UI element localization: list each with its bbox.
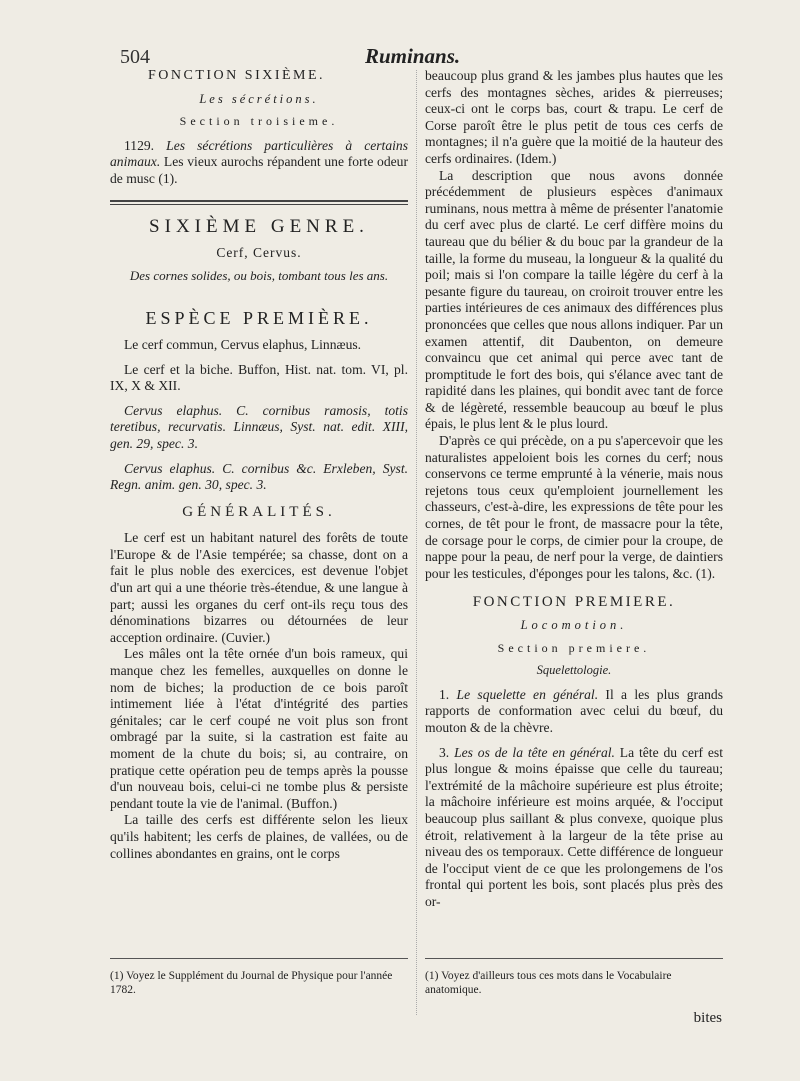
double-rule — [110, 200, 408, 205]
paragraph-title: Les os de la tête en général. — [454, 744, 615, 760]
heading-espece: ESPÈCE PREMIÈRE. — [145, 308, 373, 329]
page-header — [0, 40, 800, 70]
heading-section: Section troisieme. — [179, 114, 339, 129]
paragraph-number: 1. — [439, 686, 450, 702]
heading-squelettologie: Squelettologie. — [536, 663, 612, 678]
heading-secretions: Les sécrétions. — [199, 91, 319, 106]
heading-cerf: Cerf, Cervus. — [216, 245, 302, 261]
paragraph-number: 3. — [439, 744, 450, 760]
paragraph-1 — [425, 687, 723, 737]
footnote-left: (1) Voyez le Supplément du Journal de Physique pour l'année 1782. — [110, 958, 408, 997]
catchword: bites — [693, 1010, 722, 1026]
page-number: 504 — [120, 46, 150, 68]
body-paragraph-anatomy: La description que nous avons donnée précédemment de plusieurs espèces d'animaux ruminans, nous mettra à même de présenter l'anatomie du cerf avec plus de clarté. Le cerf diffère moins du taureau que du bélier & du bouc par la grandeur de la taille, la forme du museau, la longueur & la qualité du poil; mais si l'on compare la taille légère du cerf à la pesante figure du taureau, on croiroit trouver entre les parties intérieures de ces animaux des différences plus prononcées que celles que nous allons indiquer. Par un examen attentif, dit Daubenton, on demeure convaincu que cet animal qui perce avec tant de promptitude le fort des bois, qui s'élance avec tant de rapidité dans les plaines, qui bondit avec tant de force & de légèreté, ressemble beaucoup au bœuf le plus épais, le plus lent & le plus lourd. — [425, 167, 723, 432]
paragraph-3 — [425, 745, 723, 911]
heading-section-premiere: Section premiere. — [497, 640, 651, 655]
paragraph-text: Les vieux aurochs répandent une forte odeur de musc (1). — [110, 154, 409, 186]
heading-genre: SIXIÈME GENRE. — [149, 215, 369, 237]
body-paragraph-terms: D'après ce qui précède, on a pu s'apercevoir que les naturalistes appeloient bois les cornes du cerf; nous conservons ce terme emprunté à la vénerie, mais nous rejetons tous ceux qu'emploient journellement les chasseurs, c'est-à-dire, les expressions de tête pour les cornes, de têt pour le front, de massacre pour la tête, de corsage pour le corps, de cimier pour la croupe, de nappe pour la peau, de nerf pour la verge, de daintiers pour les testicules, d'éponges pour les talons, &c. (1). — [425, 433, 723, 581]
genre-description: Des cornes solides, ou bois, tombant tous les ans. — [129, 267, 389, 283]
synonym-erxleben: Cervus elaphus. C. cornibus &c. Erxleben, Syst. Regn. anim. gen. 30, spec. 3. — [110, 460, 408, 493]
paragraph-text: Il a les plus grands rapports de conformation avec celui du bœuf, du mouton & de la chèvre. — [425, 686, 723, 735]
heading-locomotion: Locomotion. — [520, 618, 628, 632]
heading-fonction: FONCTION SIXIÈME. — [148, 68, 326, 83]
paragraph-title: Les sécrétions particulières à certains animaux. — [110, 137, 408, 170]
body-paragraph-2: Les mâles ont la tête ornée d'un bois rameux, qui manque chez les femelles, auxquelles on donne le nom de biches; la production de ce bois paroît intimement liée à l'état d'intégrité des parties génitales; car le cerf coupé ne voit plus son front ombragé par la suite, si la castration est faite au moment de la chute du bois; si, au contraire, on pratique cette opération peu de temps après la pousse d'un nouveau bois, celui-ci ne tombe plus & persiste pendant toute la vie de l'animal. (Buffon.) — [110, 646, 408, 811]
left-column — [110, 68, 408, 862]
heading-generalites: GÉNÉRALITÉS. — [182, 503, 336, 520]
footnote-right: (1) Voyez d'ailleurs tous ces mots dans le Vocabulaire anatomique. — [425, 958, 723, 997]
synonym-buffon: Le cerf et la biche. Buffon, Hist. nat. tom. VI, pl. IX, X & XII. — [110, 361, 408, 394]
paragraph-title: Le squelette en général. — [456, 686, 599, 702]
species-name: Le cerf commun, Cervus elaphus, Linnæus. — [124, 336, 362, 352]
heading-fonction-premiere: FONCTION PREMIERE. — [472, 594, 676, 611]
body-paragraph-continued: beaucoup plus grand & les jambes plus hautes que les cerfs des montagnes sèches, arides & pierreuses; ceux-ci ont le corps bas, court & trapu. Le cerf de Corse paroît être le plus petit de tous ces cerfs de montagnes; il n'a guère que la moitié de la hauteur des cerfs ordinaires. (Idem.) — [425, 68, 723, 166]
paragraph-number: 1129. — [124, 137, 155, 153]
running-title: Ruminans. — [365, 44, 461, 68]
paragraph-1129 — [110, 138, 408, 188]
synonym-linnaeus: Cervus elaphus. C. cornibus ramosis, totis teretibus, recurvatis. Linnæus, Syst. nat. edit. XIII, gen. 29, spec. 3. — [110, 402, 408, 451]
body-paragraph-3: La taille des cerfs est différente selon les lieux qu'ils habitent; les cerfs de plaines, de vallées, ou de collines abondantes en grains, ont le corps — [110, 812, 408, 861]
right-column — [425, 68, 723, 911]
column-divider — [416, 70, 417, 1015]
body-paragraph-1: Le cerf est un habitant naturel des forêts de toute l'Europe & de l'Asie tempérée; sa chasse, dont on a fait le plus noble des exercices, est devenue l'objet d'un art qui a une théorie très-étendue, & une langue à part; aussi les organes du cerf ont-ils reçu tous des dénominations bizarres ou détournées de leur acception ordinaire. (Cuvier.) — [110, 530, 408, 645]
paragraph-text: La tête du cerf est plus longue & moins épaisse que celle du taureau; l'extrémité de la mâchoire supérieure est plus étroite; la mâchoire inférieure est moins arquée, & l'occiput beaucoup plus saillant & plus convexe, quoique plus étroit, relativement à la largeur de la tête prise au niveau des os temporaux. Cette différence de longueur de l'occiput vient de ce que les prolongemens de l'os frontal qui portent les bois, sont placés plus près des or- — [425, 744, 723, 909]
